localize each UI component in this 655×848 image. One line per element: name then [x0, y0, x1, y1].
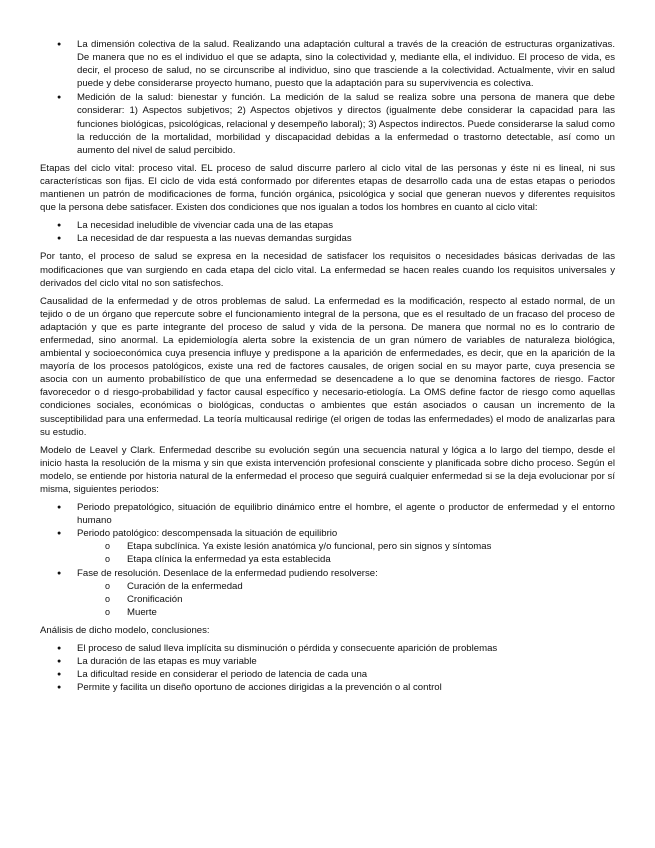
causalidad-paragraph: Causalidad de la enfermedad y de otros problemas de salud. La enfermedad es la modificación, respecto al estado normal, de un tejido o de un órgano que repercute sobre el funcionamiento integral de la persona, que es el resultado de un fracaso del proceso de adaptación y que es parte integrante del proceso de salud y vida de la persona. De manera que normal no es lo contrario de enfermedad, sino anormal. La epidemiología alerta sobre la existencia de un gran número de variables de naturaleza biológica, ambiental y socioeconómica cuya presencia influye y predispone a la aparición de enfermedades, es decir, que en la aparición de la mayoría de los procesos patológicos, existe una red de factores causales, de origen social en su mayor parte, cuya presencia se asocia con un aumento probabilístico de que una enfermedad se desencadene a lo que se denomina factores de riesgo. Factor favorecedor o d riesgo-probabilidad y factor causal específico y necesario-etiología. La OMS define factor de riesgo como aquellas condiciones sociales, económicas o biológicas, conductas o ambientes que están asociados o causan un incremento de la susceptibilidad para una enfermedad. La teoría multicausal redirige (el origen de todas las enfermedades) el modo de analizarlas para su estudio. [40, 295, 615, 438]
list-item: ● La necesidad de dar respuesta a las nuevas demandas surgidas [40, 232, 615, 245]
periodos-bullet-list [40, 501, 615, 619]
intro-bullet-list [40, 38, 615, 157]
analisis-bullet-list [40, 642, 615, 694]
list-item [40, 567, 615, 619]
list-item [40, 501, 615, 527]
list-item [40, 527, 615, 566]
analisis-paragraph: Análisis de dicho modelo, conclusiones: [40, 624, 210, 636]
sub-list-item: o Cronificación [77, 593, 615, 606]
portanto-paragraph: Por tanto, el proceso de salud se expresa en la necesidad de satisfacer los requisitos o necesidades básicas derivadas de las modificaciones que van surgiendo en cada etapa del ciclo vital. La enfermedad se hacen reales cuando los requisitos universales y derivados del ciclo vital no son satisfechos. [40, 251, 615, 289]
list-item: ● Medición de la salud: bienestar y función. La medición de la salud se realiza sobre una persona de manera que debe considerar: 1) Aspectos subjetivos; 2) Aspectos objetivos y directos (igualmente debe considerar la capacidad para las funciones biológicas, psicológicas, relacional y desempeño laboral); 3) Aspectos indirectos. Puede considerarse la salud como la reducción de la mortalidad, morbilidad y discapacidad debidas a la enfermedad o trastorno detectable, así como un aumento del nivel de salud percibido. [40, 91, 615, 156]
list-item-text: Periodo prepatológico, situación de equilibrio dinámico entre el hombre, el agente o productor de enfermedad y el entorno humano [77, 502, 615, 527]
sub-list-item: o Etapa subclínica. Ya existe lesión anatómica y/o funcional, pero sin signos y síntomas [77, 540, 615, 553]
list-item: ● La duración de las etapas es muy variable [40, 655, 615, 668]
etapas-bullet-list [40, 219, 615, 245]
etapas-paragraph: Etapas del ciclo vital: proceso vital. EL proceso de salud discurre parlero al ciclo vital de las personas y éste ni es lineal, ni sus características son fijas. El ciclo de vida está conformado por diferentes etapas de desarrollo cada una de estas etapas o periodos mantienen un patrón de modificaciones de forma, función orgánica, psicológica y social que generan nuevos y diferentes requisitos que la persona debe satisfacer. Existen dos condiciones que nos igualan a todos los hombres en cuanto al ciclo vital: [40, 162, 615, 214]
sub-list-item: o Etapa clínica la enfermedad ya esta establecida [77, 553, 615, 566]
list-item-text: Periodo patológico: descompensada la situación de equilibrio [77, 528, 338, 540]
list-item-text: Fase de resolución. Desenlace de la enfermedad pudiendo resolverse: [77, 567, 378, 579]
list-item: ● La dificultad reside en considerar el periodo de latencia de cada una [40, 668, 615, 681]
sub-list-item: o Curación de la enfermedad [77, 580, 615, 593]
list-item: ● La necesidad ineludible de vivenciar cada una de las etapas [40, 219, 615, 232]
modelo-paragraph: Modelo de Leavel y Clark. Enfermedad describe su evolución según una secuencia natural y lógica a lo largo del tiempo, desde el inicio hasta la resolución de la misma y sin que exista intervención profesional consciente y planificada sobre dicho proceso. Según el modelo, se entiende por historia natural de la enfermedad el proceso que seguirá cualquier enfermedad si se la deja evolucionar por sí misma, siguientes periodos: [40, 444, 615, 495]
list-item: ● La dimensión colectiva de la salud. Realizando una adaptación cultural a través de la creación de estructuras organizativas. De manera que no es el individuo el que se adapta, sino la colectividad y, mediante ella, el individuo. El proceso de vida, es decir, el proceso de salud, no se circunscribe al individuo, sino que trasciende a la colectividad. Actualmente, vivir en salud puede y debe considerarse proyecto humano, puesto que la adaptación para su supervivencia es colectiva. [40, 38, 615, 90]
sub-list-item: o Muerte [77, 606, 615, 619]
sub-list [77, 580, 615, 619]
list-item: ● Permite y facilita un diseño oportuno de acciones dirigidas a la prevención o al control [40, 681, 615, 694]
sub-list [77, 540, 615, 566]
list-item: ● El proceso de salud lleva implícita su disminución o pérdida y consecuente aparición de problemas [40, 642, 615, 655]
